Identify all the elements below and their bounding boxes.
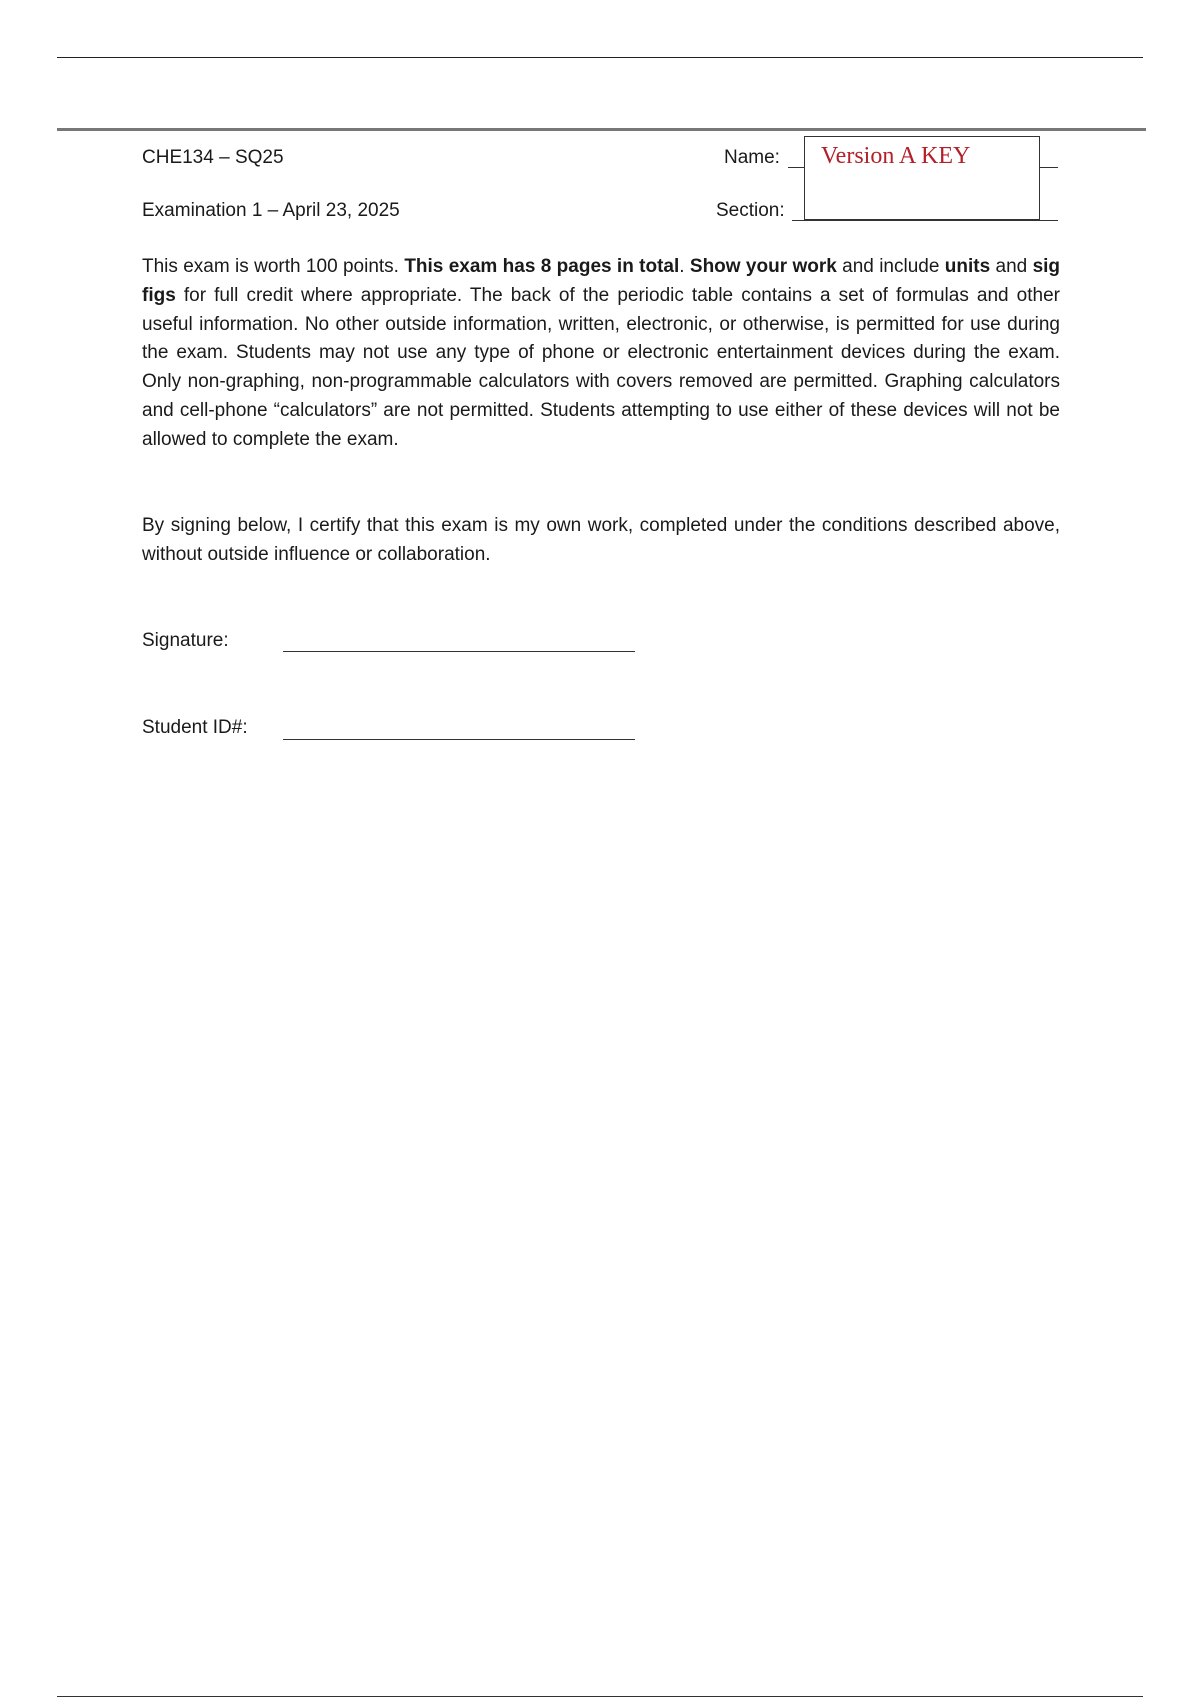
instructions-text: and include — [836, 256, 945, 277]
signature-label: Signature: — [142, 630, 229, 651]
instructions-text: and — [990, 256, 1033, 277]
bottom-rule — [57, 1696, 1143, 1697]
student-id-field[interactable] — [283, 739, 635, 740]
signature-field[interactable] — [283, 651, 635, 652]
instructions-units: units — [944, 256, 991, 277]
name-section-box[interactable] — [804, 136, 1040, 220]
section-label: Section: — [716, 200, 785, 221]
name-underline-left — [788, 167, 804, 168]
instructions-text: This exam is worth 100 points. — [142, 256, 405, 277]
certification-paragraph: By signing below, I certify that this exam is my own work, completed under the conditions described above, without outside influence or collaboration. — [142, 515, 1060, 565]
instructions-page-count: This exam has 8 pages in total — [404, 256, 680, 277]
instructions-paragraph — [142, 253, 1060, 455]
section-underline — [792, 220, 1058, 221]
course-code: CHE134 – SQ25 — [142, 147, 284, 168]
name-label: Name: — [724, 147, 780, 168]
exam-title: Examination 1 – April 23, 2025 — [142, 200, 400, 221]
top-rule — [57, 57, 1143, 58]
instructions-text: . — [679, 256, 690, 277]
instructions-show-work: Show your work — [689, 256, 837, 277]
instructions-sig-figs: sig figs — [142, 256, 1061, 306]
name-underline-right — [1040, 167, 1058, 168]
student-id-label: Student ID#: — [142, 717, 248, 738]
header-rule — [57, 128, 1146, 131]
instructions-text: for full credit where appropriate. The back of the periodic table contains a set of formulas and other useful information. No other outside information, written, electronic, or otherwise, is permitted for use during the exam. Students may not use any type of phone or electronic entertainment devices during the exam. Only non-graphing, non-programmable calculators with covers removed are permitted. Graphing calculators and cell-phone “calculators” are not permitted. Students attempting to use either of these devices will not be allowed to complete the exam. — [142, 284, 1060, 450]
name-value: Version A KEY — [821, 143, 971, 169]
